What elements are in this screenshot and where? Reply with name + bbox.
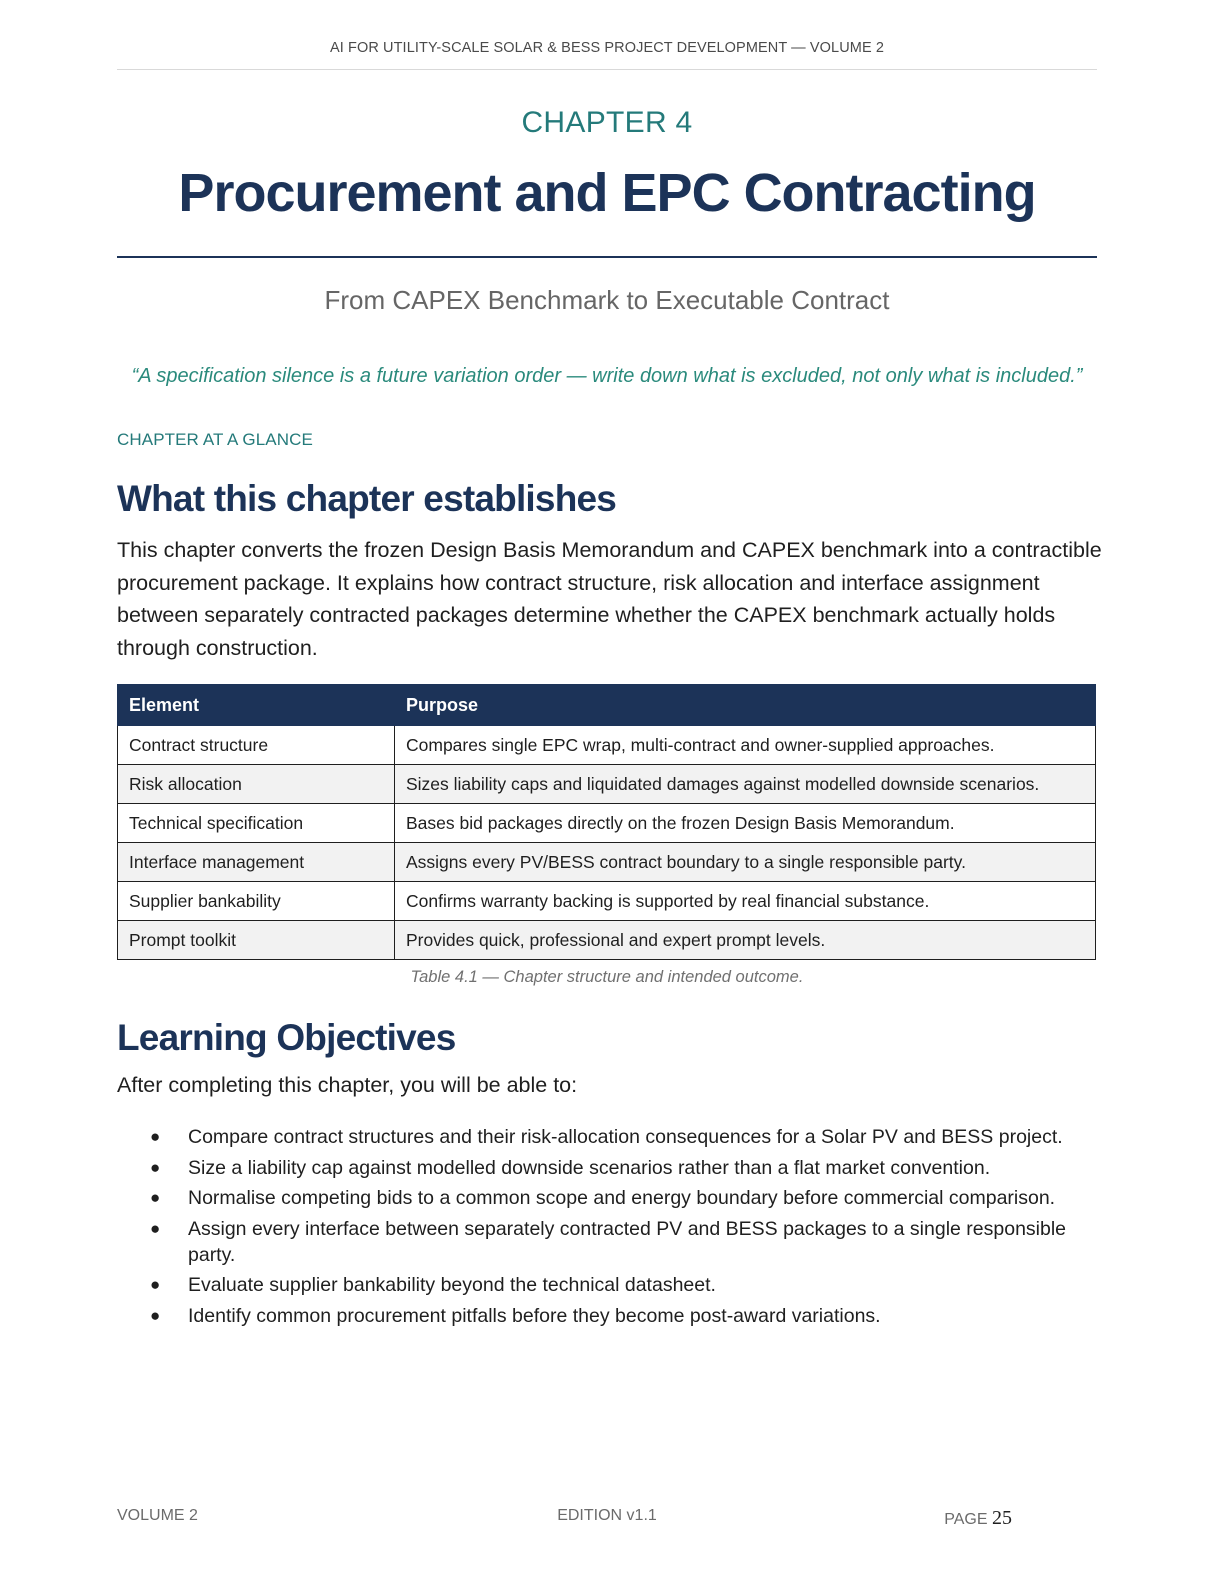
chapter-title: Procurement and EPC Contracting bbox=[178, 163, 1036, 223]
table-cell-element: Supplier bankability bbox=[118, 882, 395, 921]
list-item bbox=[150, 1216, 1095, 1268]
table-row bbox=[118, 843, 1096, 882]
footer-volume: VOLUME 2 bbox=[117, 1507, 198, 1524]
list-item-text: Evaluate supplier bankability beyond the technical datasheet. bbox=[188, 1274, 716, 1296]
section-heading-objectives: Learning Objectives bbox=[117, 1017, 456, 1058]
chapter-subtitle: From CAPEX Benchmark to Executable Contract bbox=[324, 285, 890, 315]
title-divider bbox=[117, 256, 1097, 258]
objectives-list bbox=[150, 1124, 1095, 1333]
glance-paragraph: This chapter converts the frozen Design Basis Memorandum and CAPEX benchmark into a contractible procurement package. It explains how contract structure, risk allocation and interface assignment between separately contracted packages determine whether the CAPEX benchmark actually holds through construction. bbox=[117, 538, 1102, 661]
table-cell-purpose: Bases bid packages directly on the frozen Design Basis Memorandum. bbox=[395, 804, 1096, 843]
footer-page bbox=[944, 1507, 1012, 1530]
table-row bbox=[118, 726, 1096, 765]
table-cell-purpose: Confirms warranty backing is supported by real financial substance. bbox=[395, 882, 1096, 921]
table-cell-element: Technical specification bbox=[118, 804, 395, 843]
bullet-icon: ● bbox=[150, 1188, 161, 1207]
list-item bbox=[150, 1272, 1095, 1298]
bullet-icon: ● bbox=[150, 1305, 161, 1325]
table-cell-purpose: Assigns every PV/BESS contract boundary to a single responsible party. bbox=[395, 843, 1096, 882]
list-item bbox=[150, 1185, 1095, 1211]
table-cell-element: Contract structure bbox=[118, 726, 395, 765]
list-item-text: Assign every interface between separately contracted PV and BESS packages to a single responsible party. bbox=[188, 1217, 1067, 1266]
list-item bbox=[150, 1124, 1095, 1150]
table-cell-element: Prompt toolkit bbox=[118, 921, 395, 960]
objectives-intro: After completing this chapter, you will be able to: bbox=[117, 1073, 578, 1097]
table-header-purpose: Purpose bbox=[395, 685, 1096, 726]
bullet-icon: ● bbox=[150, 1275, 161, 1294]
table-caption: Table 4.1 — Chapter structure and intended outcome. bbox=[410, 968, 804, 986]
list-item-text: Compare contract structures and their risk-allocation consequences for a Solar PV and BESS project. bbox=[188, 1126, 1063, 1148]
footer-page-label: PAGE bbox=[944, 1511, 988, 1528]
section-heading-establishes: What this chapter establishes bbox=[117, 478, 617, 519]
chapter-structure-table bbox=[117, 684, 1096, 960]
header-divider bbox=[117, 69, 1097, 70]
table-cell-element: Interface management bbox=[118, 843, 395, 882]
table-cell-purpose: Compares single EPC wrap, multi-contract and owner-supplied approaches. bbox=[395, 726, 1096, 765]
bullet-icon: ● bbox=[150, 1218, 161, 1238]
bullet-icon: ● bbox=[150, 1127, 161, 1146]
list-item bbox=[150, 1155, 1095, 1181]
footer-edition: EDITION v1.1 bbox=[557, 1507, 657, 1524]
list-item-text: Identify common procurement pitfalls before they become post-award variations. bbox=[188, 1304, 881, 1327]
table-header-row bbox=[118, 685, 1096, 726]
table-cell-element: Risk allocation bbox=[118, 765, 395, 804]
table-cell-purpose: Provides quick, professional and expert prompt levels. bbox=[395, 921, 1096, 960]
table-cell-purpose: Sizes liability caps and liquidated damages against modelled downside scenarios. bbox=[395, 765, 1096, 804]
list-item bbox=[150, 1303, 1095, 1329]
table-row bbox=[118, 882, 1096, 921]
chapter-epigraph: “A specification silence is a future variation order — write down what is excluded, not only what is included.” bbox=[131, 365, 1083, 387]
list-item-text: Normalise competing bids to a common scope and energy boundary before commercial comparison. bbox=[188, 1187, 1056, 1209]
bullet-icon: ● bbox=[150, 1157, 161, 1177]
table-row bbox=[118, 804, 1096, 843]
table-row bbox=[118, 921, 1096, 960]
page-number: 25 bbox=[992, 1507, 1012, 1529]
list-item-text: Size a liability cap against modelled downside scenarios rather than a flat market convention. bbox=[188, 1156, 991, 1179]
table-row bbox=[118, 765, 1096, 804]
section-label-glance: CHAPTER AT A GLANCE bbox=[117, 430, 313, 449]
running-header: AI FOR UTILITY-SCALE SOLAR & BESS PROJECT DEVELOPMENT — VOLUME 2 bbox=[329, 40, 885, 56]
table-header-element: Element bbox=[118, 685, 395, 726]
chapter-label: CHAPTER 4 bbox=[521, 106, 693, 139]
